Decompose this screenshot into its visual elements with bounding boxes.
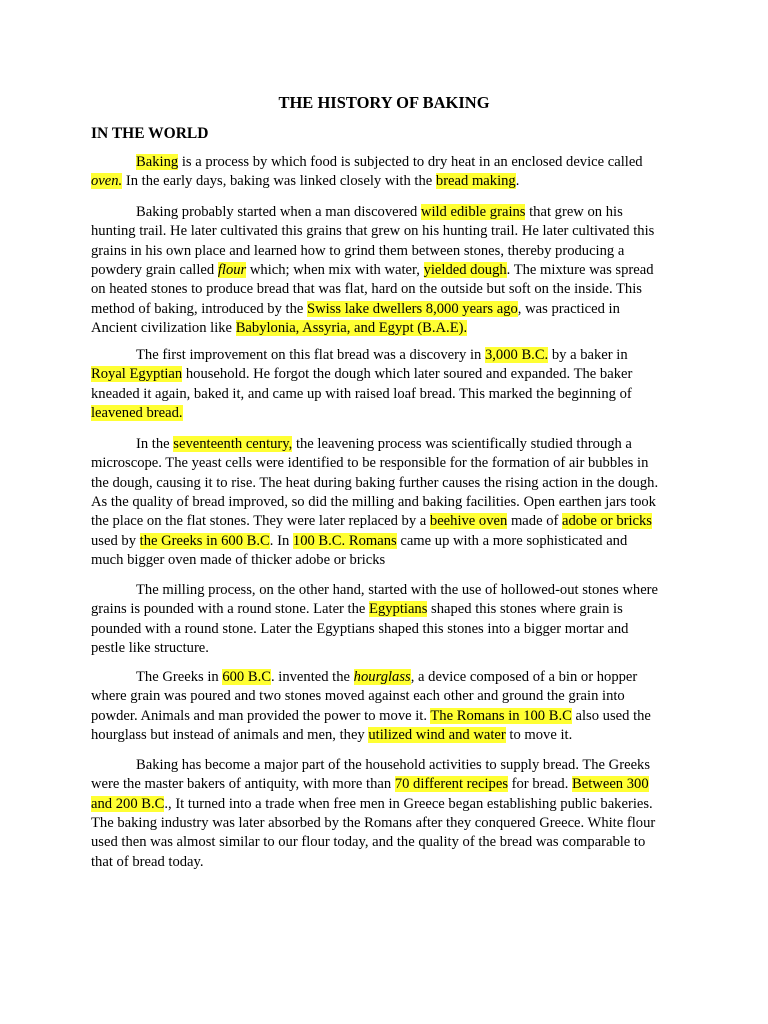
text-run: used by	[91, 532, 140, 549]
text-line	[91, 365, 677, 384]
text-run: where grain was poured and two stones moved against each other and ground the grain into	[91, 688, 625, 705]
text-run: The first improvement on this flat bread was a discovery in	[136, 347, 485, 363]
highlighted-text: Baking	[136, 154, 179, 170]
text-run: on heated stones to produce bread that was flat, hard on the outside but soft on the inside. This	[91, 281, 642, 298]
paragraph	[91, 581, 677, 658]
text-run: pestle like structure.	[91, 640, 209, 657]
highlighted-text: wild edible grains	[420, 204, 526, 220]
highlighted-text: the Greeks in 600 B.C	[139, 532, 270, 549]
text-run: grains in his own place and learned how to grind them between stones, thereby producing a	[91, 242, 625, 259]
text-run: microscope. The yeast cells were identified to be responsible for the formation of air bubbles in	[91, 455, 649, 472]
text-line	[91, 203, 677, 222]
text-line	[91, 707, 677, 726]
text-run: hourglass but instead of animals and men, they	[91, 727, 369, 744]
text-line	[91, 222, 677, 241]
text-run: . The mixture was spread	[506, 262, 654, 279]
text-line	[91, 853, 677, 872]
text-run: ., It turned into a trade when free men in Greece began establishing public bakeries.	[164, 795, 653, 812]
highlighted-text: 3,000 B.C.	[484, 347, 549, 363]
text-line	[91, 756, 677, 775]
text-line	[91, 668, 677, 687]
text-run: pounded with a round stone. Later the Egyptians shaped this stones into a bigger mortar and	[91, 620, 629, 637]
text-line	[91, 814, 677, 833]
highlighted-text: hourglass	[353, 669, 411, 685]
text-line	[91, 435, 677, 454]
text-line	[91, 581, 677, 600]
highlighted-text: Between 300	[572, 776, 649, 793]
highlighted-text: beehive oven	[429, 513, 508, 530]
text-line	[91, 319, 677, 338]
text-run: household. He forgot the dough which later soured and expanded. The baker	[182, 366, 633, 383]
text-run: As the quality of bread improved, so did the milling and baking facilities. Open earthen jars took	[91, 494, 656, 511]
text-line	[91, 454, 677, 473]
text-run: were the master bakers of antiquity, with more than	[91, 776, 395, 793]
highlighted-text: 70 different recipes	[394, 776, 508, 793]
highlighted-text: and 200 B.C	[91, 795, 165, 812]
highlighted-text: utilized wind and water	[368, 727, 506, 744]
highlighted-text: adobe or bricks	[562, 513, 652, 530]
text-run: kneaded it again, baked it, and came up with raised loaf bread. This marked the beginning of	[91, 385, 632, 402]
text-run: is a process by which food is subjected to dry heat in an enclosed device called	[178, 154, 643, 170]
text-run: grains is pounded with a round stone. Later the	[91, 601, 370, 618]
paragraph	[91, 203, 677, 338]
text-line	[91, 726, 677, 745]
text-line	[91, 346, 677, 365]
text-run: for bread.	[508, 776, 573, 793]
highlighted-text: 100 B.C. Romans	[292, 532, 397, 549]
paragraph	[91, 153, 677, 192]
highlighted-text: Royal Egyptian	[91, 366, 183, 383]
text-run: . In	[269, 532, 293, 549]
text-run: In the	[136, 436, 174, 452]
text-run: method of baking, introduced by the	[91, 300, 308, 317]
text-line	[91, 300, 677, 319]
text-run: The baking industry was later absorbed by the Romans after they conquered Greece. White flour	[91, 815, 656, 832]
text-run: much bigger oven made of thicker adobe or bricks	[91, 552, 386, 569]
text-run: shaped this stones where grain is	[427, 601, 623, 618]
text-line	[91, 474, 677, 493]
text-line	[91, 385, 677, 404]
text-run: , was practiced in	[517, 300, 620, 317]
text-run: The milling process, on the other hand, started with the use of hollowed-out stones where	[136, 582, 659, 598]
text-run: came up with a more sophisticated and	[396, 532, 628, 549]
text-line	[91, 639, 677, 658]
text-run: that grew on his	[525, 204, 623, 220]
paragraph	[91, 435, 677, 570]
text-line	[91, 153, 677, 172]
text-run: The Greeks in	[136, 669, 223, 685]
document-title: THE HISTORY OF BAKING	[278, 93, 490, 112]
text-run: by a baker in	[548, 347, 628, 363]
text-run: Ancient civilization like	[91, 320, 236, 337]
text-line	[91, 833, 677, 852]
text-line	[91, 172, 677, 191]
text-run: also used the	[571, 707, 651, 724]
text-run: Baking has become a major part of the household activities to supply bread. The Greeks	[136, 757, 651, 773]
text-line	[91, 512, 677, 531]
text-run: powdery grain called	[91, 262, 218, 279]
text-run: In the early days, baking was linked closely with the	[122, 173, 436, 190]
text-line	[91, 261, 677, 280]
highlighted-text: Swiss lake dwellers 8,000 years ago	[307, 300, 518, 317]
highlighted-text: Babylonia, Assyria, and Egypt (B.A.E).	[235, 320, 468, 337]
paragraph	[91, 346, 677, 423]
text-line	[91, 242, 677, 261]
text-run: the dough, causing it to rise. The heat during baking further causes the rising action in the dough.	[91, 474, 659, 491]
text-line	[91, 532, 677, 551]
highlighted-text: 600 B.C	[222, 669, 271, 685]
text-line	[91, 493, 677, 512]
highlighted-text: Egyptians	[369, 601, 428, 618]
text-line	[91, 600, 677, 619]
paragraph	[91, 756, 677, 872]
text-run: that of bread today.	[91, 853, 204, 870]
text-run: used then was almost similar to our flour today, and the quality of the bread was comparable to	[91, 834, 646, 851]
text-line	[91, 551, 677, 570]
text-run: made of	[507, 513, 563, 530]
text-run: . invented the	[270, 669, 354, 685]
text-run: , a device composed of a bin or hopper	[410, 669, 638, 685]
text-line	[91, 775, 677, 794]
paragraph	[91, 668, 677, 745]
text-run: the place on the flat stones. They were later replaced by a	[91, 513, 430, 530]
text-line	[91, 404, 677, 423]
text-run: Baking probably started when a man discovered	[136, 204, 421, 220]
highlighted-text: flour	[217, 262, 247, 279]
text-line	[91, 795, 677, 814]
text-line	[91, 687, 677, 706]
text-run: which; when mix with water,	[246, 262, 424, 279]
text-run: powder. Animals and man provided the power to move it.	[91, 707, 431, 724]
text-line	[91, 620, 677, 639]
text-run: hunting trail. He later cultivated this grains that grew on his hunting trail. He later cultivated this	[91, 223, 655, 240]
text-line	[91, 280, 677, 299]
highlighted-text: leavened bread.	[91, 405, 183, 422]
highlighted-text: The Romans in 100 B.C	[430, 707, 572, 724]
highlighted-text: oven.	[91, 173, 123, 190]
highlighted-text: bread making	[435, 173, 516, 190]
text-run: to move it.	[505, 727, 573, 744]
highlighted-text: yielded dough	[423, 262, 507, 279]
section-heading: IN THE WORLD	[91, 125, 209, 142]
highlighted-text: seventeenth century,	[173, 436, 293, 452]
text-run: .	[515, 173, 520, 190]
text-run: the leavening process was scientifically studied through a	[292, 436, 632, 452]
